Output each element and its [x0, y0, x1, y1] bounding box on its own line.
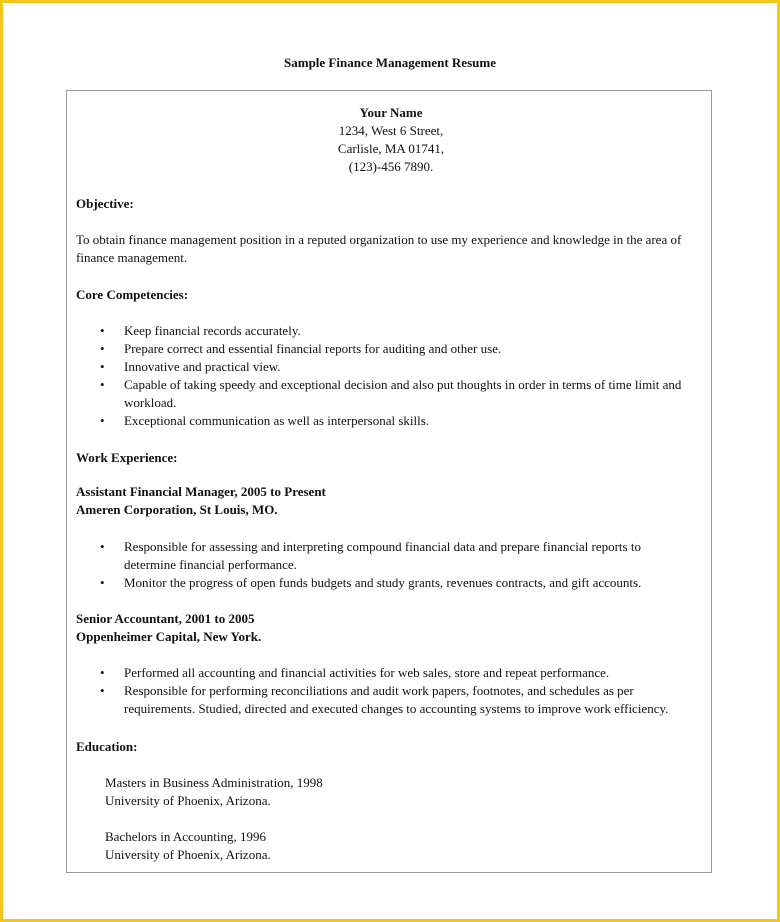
list-item: • Performed all accounting and financial activities for web sales, store and repeat performance.: [76, 664, 706, 682]
list-item-continuation: [76, 394, 706, 412]
job-header: [76, 483, 706, 519]
list-item: • Exceptional communication as well as interpersonal skills.: [76, 412, 706, 430]
resume-page: [3, 3, 777, 919]
job-title: Senior Accountant, 2001 to 2005: [76, 611, 255, 626]
job-company: Ameren Corporation, St Louis, MO.: [76, 502, 278, 517]
list-item: • Keep financial records accurately.: [76, 322, 706, 340]
contact-city: Carlisle, MA 01741,: [337, 141, 445, 156]
list-item: • Monitor the progress of open funds budgets and study grants, revenues contracts, and gift accounts.: [76, 574, 706, 592]
contact-name: Your Name: [359, 105, 423, 120]
work-heading: Work Experience:: [76, 450, 178, 465]
contact-block: [76, 104, 706, 176]
objective-heading: Objective:: [76, 196, 134, 211]
list-item-continuation: [76, 556, 706, 574]
job-duties: [76, 664, 706, 718]
competencies-list: [76, 322, 706, 430]
job-title: Assistant Financial Manager, 2005 to Present: [76, 484, 326, 499]
objective-text: [76, 231, 706, 267]
document-title: Sample Finance Management Resume: [284, 55, 496, 70]
education-degree: Masters in Business Administration, 1998: [105, 775, 323, 790]
education-entry: [76, 828, 735, 864]
competencies-heading: Core Competencies:: [76, 287, 189, 302]
list-item-continuation-text: determine financial performance.: [124, 557, 297, 572]
objective-text-line: To obtain finance management position in a reputed organization to use my experience and knowledge in the area of: [76, 232, 682, 247]
education-degree: Bachelors in Accounting, 1996: [105, 829, 267, 844]
list-item-continuation-text: workload.: [124, 395, 177, 410]
list-item-continuation: [76, 700, 706, 718]
contact-street: 1234, West 6 Street,: [338, 123, 444, 138]
list-item: • Responsible for assessing and interpreting compound financial data and prepare financial reports to: [76, 538, 706, 556]
objective-text-line: finance management.: [76, 250, 188, 265]
list-item: • Innovative and practical view.: [76, 358, 706, 376]
list-item: • Capable of taking speedy and exceptional decision and also put thoughts in order in terms of time limit and: [76, 376, 706, 394]
education-heading: Education:: [76, 739, 138, 754]
list-item: • Responsible for performing reconciliations and audit work papers, footnotes, and schedules as per: [76, 682, 706, 700]
job-header: [76, 610, 706, 646]
list-item: • Prepare correct and essential financial reports for auditing and other use.: [76, 340, 706, 358]
list-item-continuation-text: requirements. Studied, directed and executed changes to accounting systems to improve work efficiency.: [124, 701, 669, 716]
job-company: Oppenheimer Capital, New York.: [76, 629, 262, 644]
job-duties: [76, 538, 706, 592]
contact-phone: (123)-456 7890.: [348, 159, 434, 174]
education-school: University of Phoenix, Arizona.: [105, 793, 271, 808]
education-entry: [76, 774, 735, 810]
education-school: University of Phoenix, Arizona.: [105, 847, 271, 862]
